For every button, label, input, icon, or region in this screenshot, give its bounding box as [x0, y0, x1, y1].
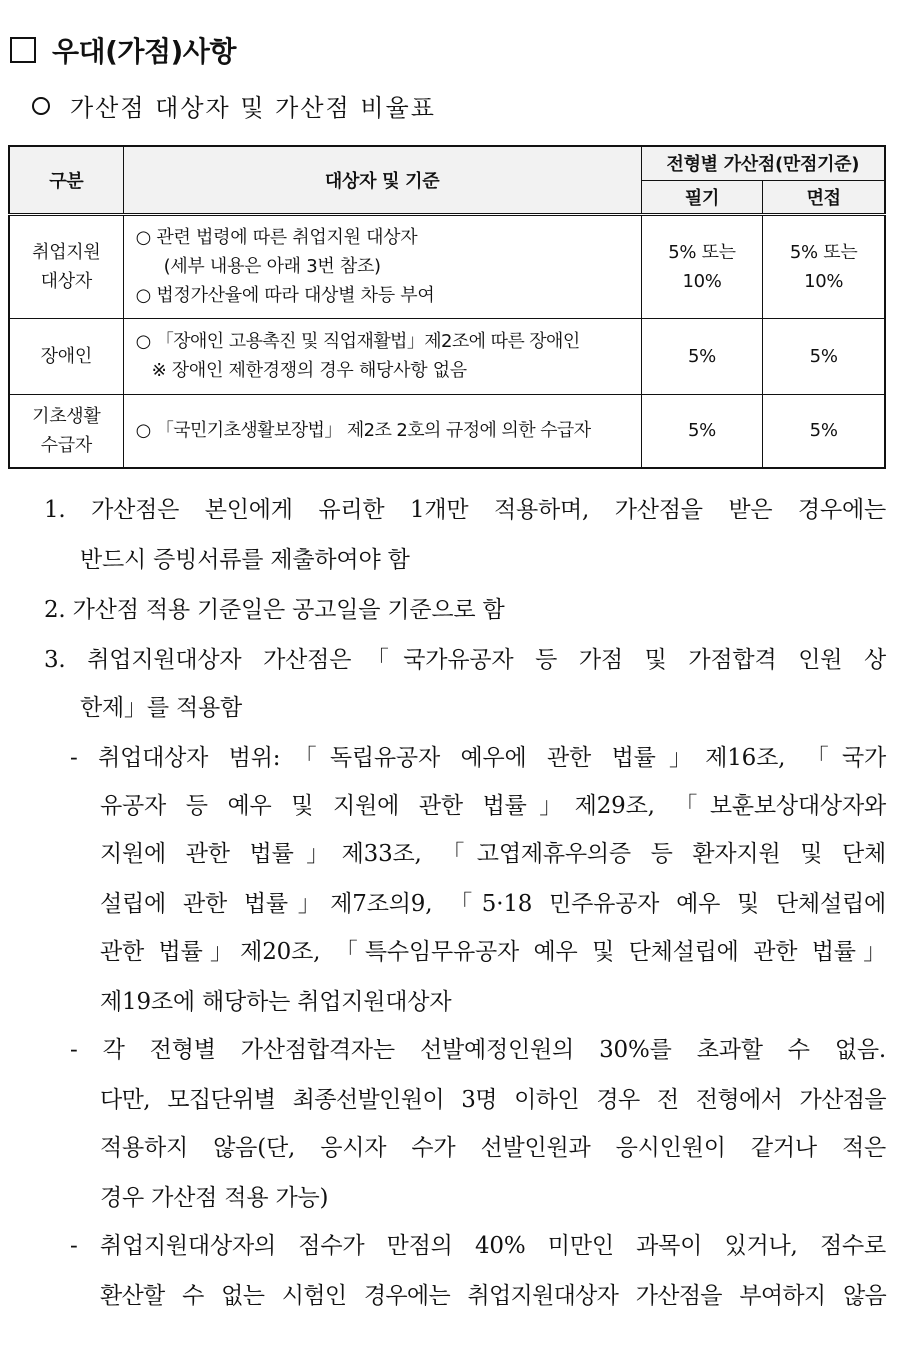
note-line: 경우 가산점 적용 가능): [100, 1185, 329, 1211]
note-line: - 취업지원대상자의 점수가 만점의 40% 미만인 과목이 있거나, 점수로: [70, 1233, 886, 1259]
note-line: 3. 취업지원대상자 가산점은「국가유공자 등 가점 및 가점합격 인원 상: [44, 647, 886, 673]
note-line: - 각 전형별 가산점합격자는 선발예정인원의 30%를 초과할 수 없음.: [70, 1037, 886, 1063]
header-criteria: 대상자 및 기준: [123, 146, 641, 214]
bonus-rate-table: [8, 145, 886, 469]
note-line: 다만, 모집단위별 최종선발인원이 3명 이하인 경우 전 전형에서 가산점을: [100, 1087, 886, 1113]
row-category: 기초생활 수급자: [9, 394, 123, 468]
header-interview: 면접: [763, 180, 885, 214]
sub-heading: [32, 88, 436, 123]
note-line: - 취업대상자 범위:「독립유공자 예우에 관한 법률」제16조, 「국가: [70, 745, 886, 771]
header-written: 필기: [641, 180, 763, 214]
header-gubun: 구분: [9, 146, 123, 214]
row-written: 5% 또는 10%: [641, 214, 763, 318]
note-line: 관한 법률」제20조, 「특수임무유공자 예우 및 단체설립에 관한 법률」: [100, 939, 886, 965]
table-row: [9, 318, 885, 394]
row-criteria: ○ 「장애인 고용촉진 및 직업재활법」제2조에 따른 장애인 ※ 장애인 제한경쟁의 경우 해당사항 없음: [123, 318, 641, 394]
row-written: 5%: [641, 318, 763, 394]
row-interview: 5% 또는 10%: [763, 214, 885, 318]
note-line: 지원에 관한 법률」제33조, 「고엽제휴우의증 등 환자지원 및 단체: [100, 841, 886, 867]
note-line: 1. 가산점은 본인에게 유리한 1개만 적용하며, 가산점을 받은 경우에는: [44, 497, 886, 523]
note-line: 유공자 등 예우 및 지원에 관한 법률」제29조, 「보훈보상대상자와: [100, 793, 886, 819]
row-interview: 5%: [763, 318, 885, 394]
row-category: 취업지원 대상자: [9, 214, 123, 318]
table-row: [9, 214, 885, 318]
note-line: 2. 가산점 적용 기준일은 공고일을 기준으로 함: [44, 597, 505, 623]
note-line: 제19조에 해당하는 취업지원대상자: [100, 989, 452, 1015]
note-line: 반드시 증빙서류를 제출하여야 함: [80, 547, 410, 573]
section-heading-text: 우대(가점)사항: [52, 35, 236, 68]
row-category: 장애인: [9, 318, 123, 394]
circle-bullet-icon: [32, 97, 50, 115]
note-line: 환산할 수 없는 시험인 경우에는 취업지원대상자 가산점을 부여하지 않음: [100, 1283, 886, 1309]
header-bonus-group: 전형별 가산점(만점기준): [641, 146, 885, 180]
table-row: [9, 394, 885, 468]
section-heading: [10, 30, 236, 70]
note-line: 설립에 관한 법률」제7조의9, 「5·18 민주유공자 예우 및 단체설립에: [100, 891, 886, 917]
row-interview: 5%: [763, 394, 885, 468]
row-criteria: ○ 관련 법령에 따른 취업지원 대상자 (세부 내용은 아래 3번 참조) ○ 법정가산율에 따라 대상별 차등 부여: [123, 214, 641, 318]
note-line: 적용하지 않음(단, 응시자 수가 선발인원과 응시인원이 같거나 적은: [100, 1135, 886, 1161]
checkbox-square-icon: [10, 37, 36, 63]
sub-heading-text: 가산점 대상자 및 가산점 비율표: [70, 94, 436, 122]
row-written: 5%: [641, 394, 763, 468]
note-line: 한제」를 적용함: [80, 695, 243, 721]
row-criteria: ○ 「국민기초생활보장법」 제2조 2호의 규정에 의한 수급자: [123, 394, 641, 468]
